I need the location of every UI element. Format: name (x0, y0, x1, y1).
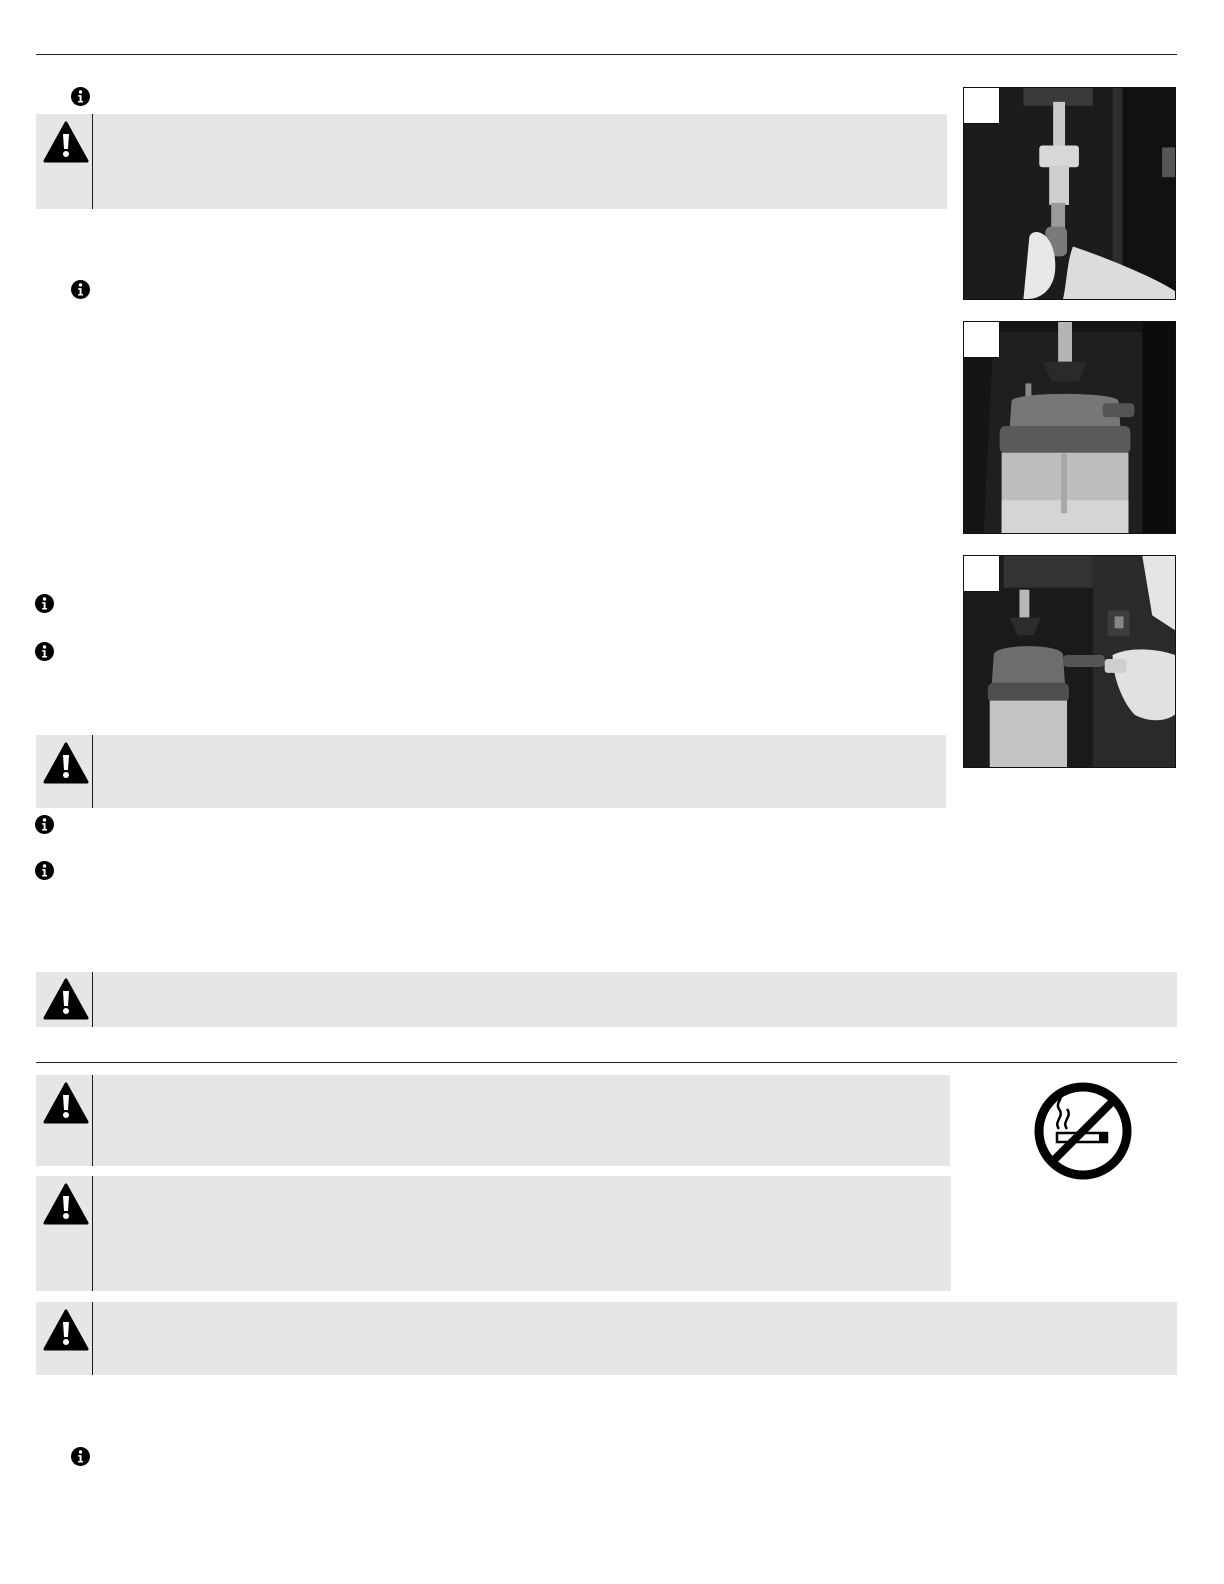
warning-sidebar (36, 735, 93, 808)
warning-box (36, 735, 946, 808)
info-icon (35, 815, 54, 834)
warning-triangle-icon (43, 121, 89, 163)
warning-sidebar (36, 1302, 93, 1375)
figure-photo-adapter (963, 87, 1176, 300)
warning-triangle-icon (43, 1183, 89, 1225)
warning-sidebar (36, 972, 93, 1027)
info-icon (35, 861, 54, 880)
no-smoking-icon (1033, 1081, 1133, 1181)
info-icon (71, 280, 90, 299)
warning-box (36, 1176, 951, 1291)
info-icon (71, 87, 90, 106)
warning-sidebar (36, 114, 93, 209)
warning-triangle-icon (43, 978, 89, 1020)
warning-sidebar (36, 1176, 93, 1291)
figure-number-box (964, 88, 1000, 124)
warning-triangle-icon (43, 742, 89, 784)
top-rule (36, 54, 1177, 55)
warning-box (36, 114, 947, 209)
info-icon (35, 594, 54, 613)
warning-triangle-icon (43, 1082, 89, 1124)
warning-box (36, 1302, 1177, 1375)
warning-triangle-icon (43, 1309, 89, 1351)
section-rule (36, 1062, 1177, 1063)
figure-number-box (964, 322, 1000, 358)
warning-box (36, 972, 1177, 1027)
warning-sidebar (36, 1075, 93, 1166)
warning-box (36, 1075, 950, 1166)
info-icon (71, 1447, 90, 1466)
info-icon (35, 642, 54, 661)
figure-number-box (964, 556, 1000, 592)
figure-photo-tubing (963, 555, 1176, 768)
figure-photo-humidifier (963, 321, 1176, 534)
